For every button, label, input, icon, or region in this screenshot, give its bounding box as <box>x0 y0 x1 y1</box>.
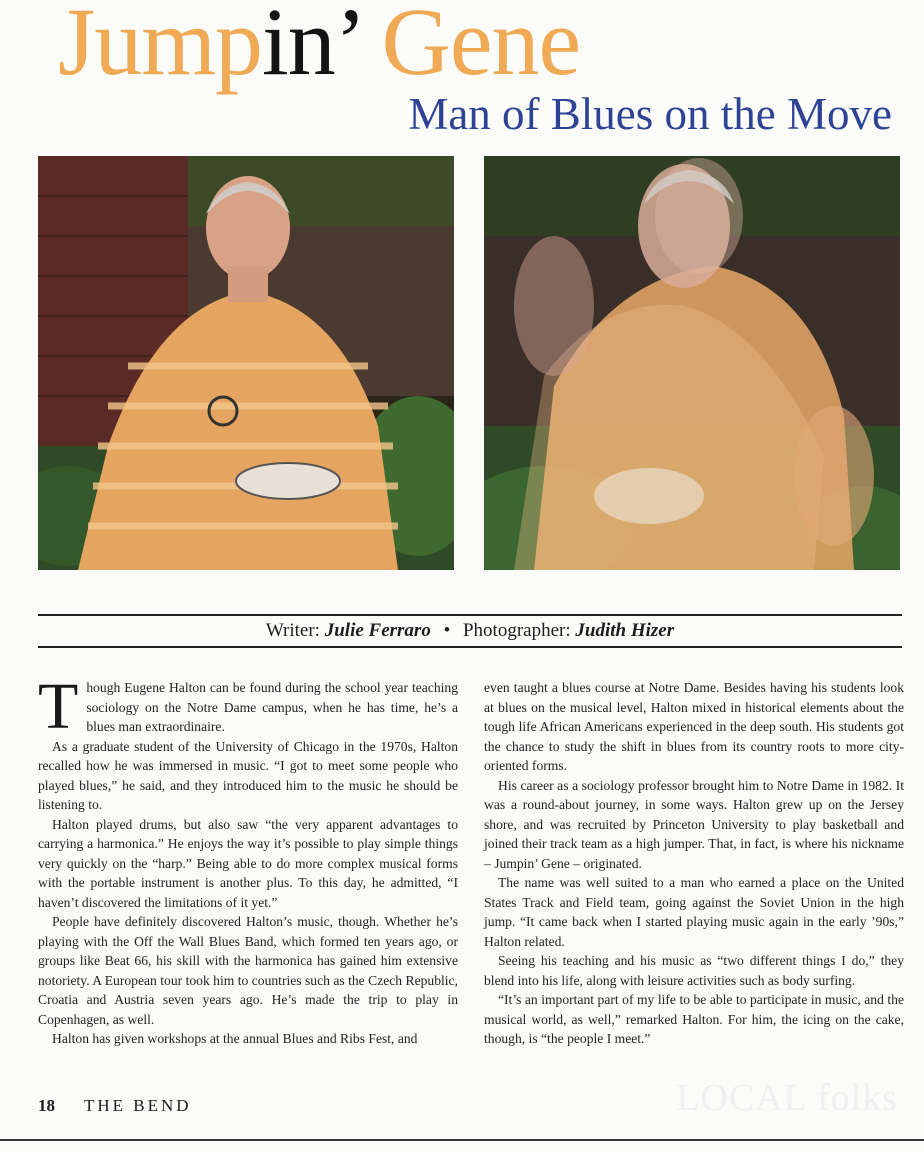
paragraph: His career as a sociology professor brought him to Notre Dame in 1982. It was a round-about journey, in some ways. Halton grew up on the Jersey shore, and was recruited by Princeton University to play basketball and joined their track team as a high jumper. That, in fact, is where his nickname – Jumpin’ Gene – originated. <box>484 777 904 871</box>
writer-name: Julie Ferraro <box>324 620 431 641</box>
credits-top-rule <box>38 614 902 616</box>
paragraph: Halton played drums, but also saw “the very apparent advantages to carrying a harmonica.” He enjoys the way it’s possible to play simple things very quickly on the “harp.” Being able to do more complex musical forms with the portable instrument is another plus. To this day, he admitted, “I haven’t discovered the limitations of it yet.” <box>38 816 458 910</box>
paragraph: People have definitely discovered Halton’s music, though. Whether he’s playing with the Off the Wall Blues Band, which formed ten years ago, or groups like Beat 66, his skill with the harmonica has gained him extensive notoriety. A European tour took him to countries such as the Czech Republic, Croatia and Austria seven years ago. He’s made the trip to play in Copenhagen, as well. <box>38 914 458 1027</box>
paragraph: The name was well suited to a man who earned a place on the United States Track and Field team, going against the Soviet Union in the high jump. “It came back when I started playing music again in the early ’90s,” Halton related. <box>484 875 904 949</box>
photographer-label: Photographer: <box>462 620 571 641</box>
paragraph: As a graduate student of the University of Chicago in the 1970s, Halton recalled how he was immersed in music. “I got to meet some people who played blues,” he said, and they introduced him to the music he should be listening to. <box>38 738 458 812</box>
photo-portrait <box>38 156 454 570</box>
writer-label: Writer: <box>265 620 320 641</box>
paragraph: Halton has given workshops at the annual Blues and Ribs Fest, and <box>52 1031 418 1046</box>
credits-bottom-rule <box>38 646 902 648</box>
paragraph: “It’s an important part of my life to be able to participate in music, and the musical world, as well,” remarked Halton. For him, the icing on the cake, though, is “the people I meet.” <box>484 992 904 1046</box>
credits-line <box>38 620 902 642</box>
photographer-name: Judith Hizer <box>575 620 675 641</box>
title-part-1: Jump <box>58 0 263 95</box>
article-column-left <box>38 670 458 1049</box>
page-number: 18 <box>38 1096 55 1115</box>
section-watermark: LOCAL folks <box>676 1077 898 1119</box>
title-part-2: in’ <box>262 0 359 95</box>
paragraph: Seeing his teaching and his music as “two different things I do,” they blend into his life, along with leisure activities such as body surfing. <box>484 953 904 988</box>
article-subtitle: Man of Blues on the Move <box>408 89 892 139</box>
paragraph: even taught a blues course at Notre Dame. Besides having his students look at blues on the musical level, Halton mixed in historical elements about the tough life African Americans experienced in the deep south. His students got the chance to study the shift in blues from its country roots to more city-oriented forms. <box>484 680 904 773</box>
article-column-right <box>484 678 904 1049</box>
photo-motion-blur <box>484 156 900 570</box>
title-part-3: Gene <box>381 0 581 95</box>
drop-cap: T <box>38 670 79 743</box>
article-title <box>58 0 581 95</box>
magazine-name: THE BEND <box>84 1096 192 1115</box>
paragraph: Though Eugene Halton can be found during the school year teaching sociology on the Notre Dame campus, when he has time, he’s a blues man extraordinaire. <box>38 670 458 743</box>
footer-rule <box>0 1139 924 1141</box>
credits-separator: • <box>443 620 451 641</box>
